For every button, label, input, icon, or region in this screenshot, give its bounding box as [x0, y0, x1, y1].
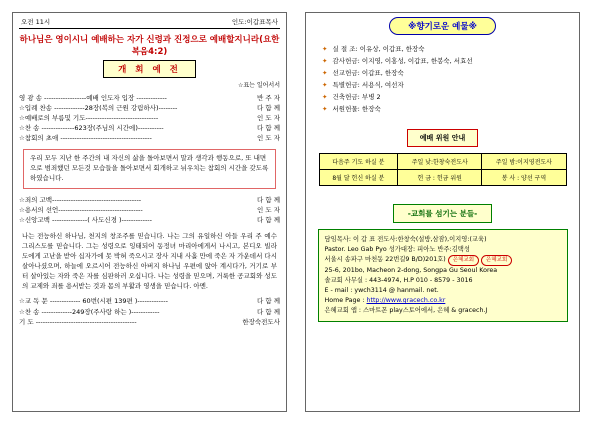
notice-label-wrap — [312, 129, 573, 147]
offering-row — [322, 55, 569, 67]
order-row — [19, 133, 280, 143]
offering-label: 감사헌금: — [332, 57, 360, 66]
table-cell: 봉 사 : 양선 구역 — [482, 170, 566, 186]
service-leader: 인도:이갑표목사 — [231, 18, 278, 26]
table-cell: 헌 금 : 헌금 위원 — [398, 170, 482, 186]
left-panel — [12, 12, 287, 412]
offering-value: 이유상, 이갑표, 한장숙 — [359, 45, 425, 53]
offering-label: 서원헌물: — [332, 105, 360, 114]
order-item-label: ☆신앙고백 ---------------( 사도신경 )------------- — [19, 216, 153, 225]
church-badge: 은혜교회 — [448, 255, 479, 266]
mid-order-list — [19, 195, 280, 226]
order-item-person: 다 함 께 — [257, 124, 280, 133]
church-contact-box — [318, 229, 568, 322]
offering-value: 이갑표, 한장숙 — [361, 69, 404, 78]
order-note: ☆표는 일어서서 — [237, 82, 280, 89]
table-row — [319, 154, 566, 170]
contact-line-email: E - mail : ywch3114 @ hanmail. net. — [324, 287, 439, 295]
order-item-label: ☆찬 송 -------------249장(주사랑 하는 )------------ — [19, 307, 160, 316]
header-divider — [19, 28, 280, 29]
order-row — [19, 93, 280, 103]
contact-line: 25-6, 201bo, Macheon 2-dong, Songpa Gu Seoul Korea — [324, 267, 498, 275]
contact-line: 솔교회 사무실 : 443-4974, H.P 010 - 8579 - 3016 — [324, 277, 473, 285]
order-item-person: 다 함 께 — [257, 195, 280, 204]
address-text: 서울시 송파구 마천동 22번길9 B/D)201호) — [324, 256, 446, 264]
offering-value: 한장숙 — [361, 105, 381, 114]
offering-row — [322, 79, 569, 91]
flower-bullet-icon: ✦ — [322, 81, 328, 90]
worship-staff-notice-label: 예배 위원 안내 — [407, 129, 478, 147]
order-item-person: 인 도 자 — [257, 114, 280, 123]
flower-bullet-icon: ✦ — [322, 57, 328, 66]
order-row — [19, 215, 280, 225]
offering-label: 특별헌금: — [332, 81, 360, 90]
order-item-label: 영 광 송 ------------------예배 인도자 입장 ------------- — [19, 94, 167, 102]
table-cell: 주일 밤:이지영전도사 — [482, 154, 566, 170]
serve-title-wrap — [312, 204, 573, 223]
order-row — [19, 205, 280, 215]
contact-line-address — [325, 255, 561, 266]
contact-line-app: 은혜교회 앱 : 스마트폰 play스토어에서, 은혜 & gracech.J — [324, 307, 488, 315]
offering-label: 건축헌금: — [332, 93, 360, 102]
offering-title-wrap — [312, 17, 573, 35]
order-item-person: 다 함 께 — [257, 104, 280, 113]
order-item-label: ☆예배로의 부름및 기도------------------------------- — [19, 114, 159, 123]
order-item-label: ☆용서의 선언------------------------------------ — [19, 205, 143, 214]
confession-note-text: 우리 모두 지난 한 주간의 내 자신의 삶을 돌아보면서 말과 생각과 행동으로, 또 내면으로 범죄했던 모든것 모습들을 돌아보면서 회개하고 뉘우치는 참회의 시간을 갖도록 하였습니다. — [30, 154, 269, 182]
order-item-person: 한장숙전도사 — [242, 317, 280, 326]
order-row — [19, 113, 280, 123]
order-item-label: 기 도 ------------------------------------------- — [19, 317, 137, 326]
order-row — [19, 296, 280, 306]
scripture-banner: 하나님은 영이시니 예배하는 자가 신령과 진정으로 예배할지니라(요한복음4:2) — [19, 35, 280, 57]
table-cell: 8월 달 헌신 하실 분 — [319, 170, 398, 186]
offering-label: 실 절 조: — [332, 45, 358, 53]
table-cell: 주일 낮:한창숙전도사 — [398, 154, 482, 170]
flower-bullet-icon: ✦ — [322, 69, 328, 78]
bottom-order-list — [19, 296, 280, 327]
offering-value: 이지영, 이홍성, 이갑표, 한봉숙, 서효선 — [361, 57, 473, 66]
offering-row — [322, 43, 569, 55]
order-row — [19, 195, 280, 205]
offering-title: ※향기로운 예물※ — [389, 17, 496, 35]
worship-staff-table — [319, 153, 567, 186]
contact-line: 담임목사: 이 갑 표 전도사:한창숙(설방,삼잠),이지영:(교육) — [324, 236, 487, 244]
offering-row — [322, 91, 569, 103]
table-row — [319, 170, 566, 186]
flower-bullet-icon: ✦ — [322, 93, 328, 102]
flower-bullet-icon: ✦ — [322, 105, 328, 114]
order-row — [19, 307, 280, 317]
order-item-person: 다 함 께 — [257, 297, 280, 306]
order-item-label: ☆참회의 초애 --------------------------------------- — [19, 134, 152, 143]
order-title: 개 회 예 전 — [103, 60, 196, 78]
order-row — [19, 317, 280, 327]
order-item-label: ☆찬 송 --------------623장(주님의 시간에)----------- — [19, 124, 164, 133]
homepage-label: Home Page : — [324, 297, 365, 305]
order-item-label: ☆교 독 문 ------------- 60번(시편 139편 )------------- — [19, 297, 168, 306]
flower-bullet-icon: ✦ — [322, 45, 328, 53]
offering-value: 부병 2 — [361, 93, 381, 102]
order-title-wrap — [19, 60, 280, 78]
offering-row — [322, 103, 569, 115]
order-item-person: 인 도 자 — [257, 205, 280, 214]
offering-label: 선교헌금: — [332, 69, 360, 78]
homepage-link[interactable]: http://www.gracech.co.kr — [366, 297, 446, 305]
order-item-person: 인 도 자 — [257, 134, 280, 143]
church-staff-title: -교회를 섬기는 분들- — [393, 204, 492, 223]
table-cell: 다음주 기도 하실 분 — [319, 154, 398, 170]
order-item-person: 다 함 께 — [257, 307, 280, 316]
offering-row — [322, 67, 569, 79]
left-header — [19, 17, 280, 27]
contact-line-homepage — [325, 296, 561, 306]
order-item-label: ☆입례 찬송 -------------28장(복의 근원 강림하사)-------- — [19, 104, 178, 113]
order-list — [19, 93, 280, 143]
order-item-person: 반 주 자 — [257, 94, 280, 102]
order-item-person: 다 함 께 — [257, 216, 280, 225]
contact-line: Pastor. Leo Gab Pyo 성가대장: 피아노 반주:김택성 — [324, 246, 470, 254]
right-panel — [305, 12, 580, 412]
order-item-label: ☆죄의 고백-------------------------------------- — [19, 195, 142, 204]
order-row — [19, 123, 280, 133]
confession-note-box — [23, 149, 276, 188]
church-badge: 은혜교회 — [481, 255, 512, 266]
service-time: 오전 11시 — [21, 18, 51, 26]
order-row — [19, 103, 280, 113]
offering-value: 서용식, 여선자 — [361, 81, 404, 90]
offering-list — [322, 43, 569, 115]
apostles-creed-text: 나는 전능하신 하나님, 천지의 창조주를 믿습니다. 나는 그의 유일하신 아들 우리 주 예수 그리스도를 믿습니다. 그는 성령으로 잉태되어 동정녀 마리아에게서 나시고, 본디오 빌라도에게 고난을 받아 십자가에 못 박혀 죽으시고 장사 지내 사흘 만에 죽은 자 가운데서 다시 살아나셨으며, 하늘에 오르시어 전능하신 아버지 하나님 우편에 앉아 계시다가, 거기로 부터 살아있는 자와 죽은 자를 심판하러 오십니다. 나는 성령을 믿으며, 거룩한 공교회와 성도의 교제와 죄를 용서받는 것과 몸의 부활과 영생을 믿습니다. 아멘. — [22, 231, 277, 291]
